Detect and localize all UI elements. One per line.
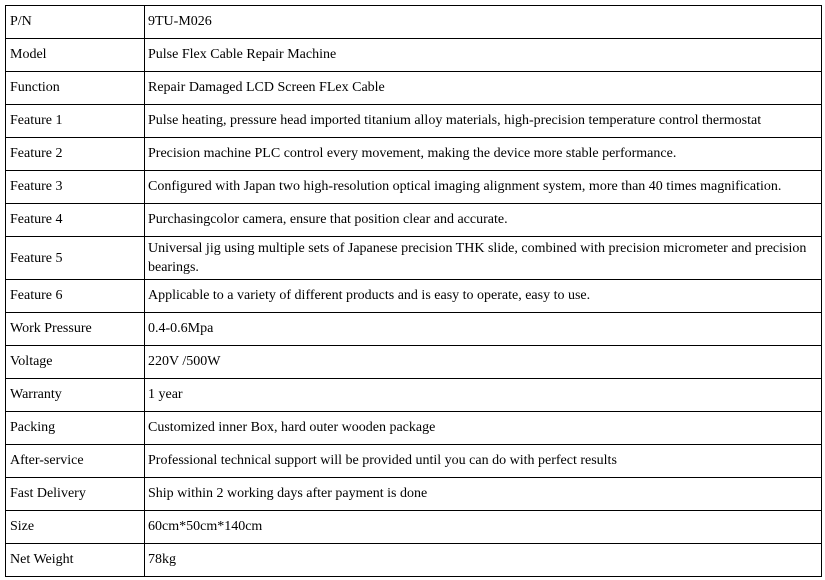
table-row — [6, 204, 822, 237]
row-value: 0.4-0.6Mpa — [145, 313, 822, 346]
row-value: Applicable to a variety of different products and is easy to operate, easy to use. — [145, 280, 822, 313]
row-label: P/N — [6, 6, 145, 39]
row-value: Precision machine PLC control every movement, making the device more stable performance. — [145, 138, 822, 171]
row-label: Feature 2 — [6, 138, 145, 171]
table-row — [6, 105, 822, 138]
row-label: Work Pressure — [6, 313, 145, 346]
table-row — [6, 346, 822, 379]
row-label: Voltage — [6, 346, 145, 379]
row-value: Customized inner Box, hard outer wooden package — [145, 412, 822, 445]
row-label: Feature 6 — [6, 280, 145, 313]
row-label: Warranty — [6, 379, 145, 412]
row-value: 78kg — [145, 544, 822, 577]
table-row — [6, 511, 822, 544]
row-value: Pulse Flex Cable Repair Machine — [145, 39, 822, 72]
row-label: Feature 5 — [6, 237, 145, 280]
row-label: Feature 1 — [6, 105, 145, 138]
table-row — [6, 237, 822, 280]
spec-table-body — [6, 6, 822, 577]
table-row — [6, 379, 822, 412]
row-value: 220V /500W — [145, 346, 822, 379]
row-label: Function — [6, 72, 145, 105]
spec-table — [5, 5, 822, 577]
table-row — [6, 544, 822, 577]
table-row — [6, 171, 822, 204]
row-value: Pulse heating, pressure head imported titanium alloy materials, high-precision temperature control thermostat — [145, 105, 822, 138]
table-row — [6, 412, 822, 445]
row-label: Net Weight — [6, 544, 145, 577]
table-row — [6, 6, 822, 39]
table-row — [6, 313, 822, 346]
row-label: Feature 3 — [6, 171, 145, 204]
table-row — [6, 39, 822, 72]
table-row — [6, 280, 822, 313]
row-value: Purchasingcolor camera, ensure that position clear and accurate. — [145, 204, 822, 237]
row-label: Fast Delivery — [6, 478, 145, 511]
row-label: After-service — [6, 445, 145, 478]
row-label: Size — [6, 511, 145, 544]
row-value: Configured with Japan two high-resolution optical imaging alignment system, more than 40 times magnification. — [145, 171, 822, 204]
table-row — [6, 138, 822, 171]
row-label: Model — [6, 39, 145, 72]
row-label: Packing — [6, 412, 145, 445]
row-value: Professional technical support will be provided until you can do with perfect results — [145, 445, 822, 478]
row-label: Feature 4 — [6, 204, 145, 237]
row-value: Repair Damaged LCD Screen FLex Cable — [145, 72, 822, 105]
table-row — [6, 445, 822, 478]
row-value: 60cm*50cm*140cm — [145, 511, 822, 544]
table-row — [6, 478, 822, 511]
row-value: Ship within 2 working days after payment is done — [145, 478, 822, 511]
row-value: 9TU-M026 — [145, 6, 822, 39]
row-value: 1 year — [145, 379, 822, 412]
row-value: Universal jig using multiple sets of Japanese precision THK slide, combined with precision micrometer and precision bearings. — [145, 237, 822, 280]
table-row — [6, 72, 822, 105]
